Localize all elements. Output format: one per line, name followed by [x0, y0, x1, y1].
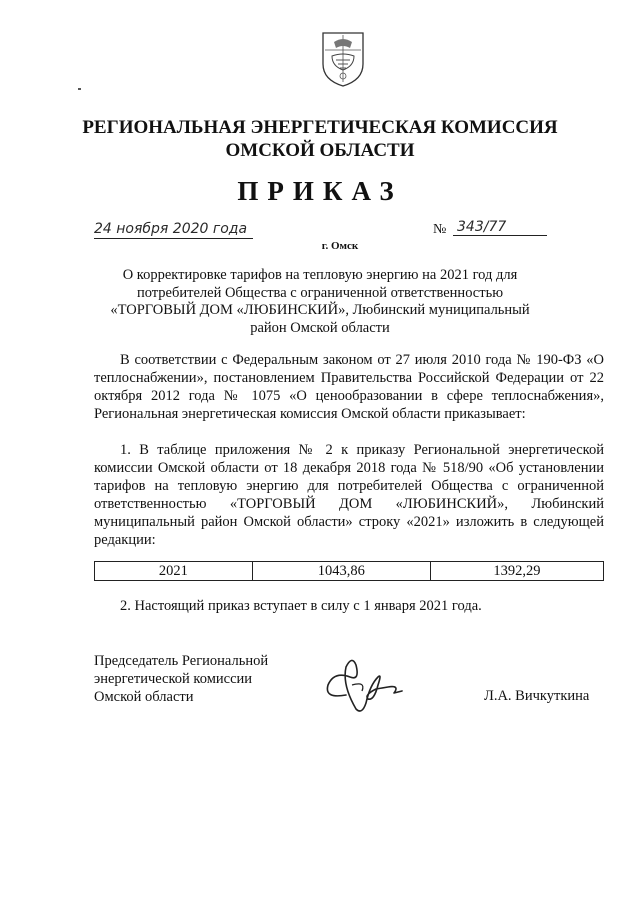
- document-subject: [100, 267, 540, 337]
- order-number-label: №: [433, 222, 447, 237]
- table-cell-year: 2021: [95, 562, 253, 581]
- handwritten-order-number: 343/77: [453, 219, 547, 236]
- table-cell-tariff-1: 1043,86: [252, 562, 430, 581]
- handwritten-date: 24 ноября 2020 года: [94, 221, 253, 239]
- signatory-title-line: энергетической комиссии: [94, 671, 253, 687]
- subject-line: потребителей Общества с ограниченной ответственностью: [136, 284, 504, 301]
- clause-2-paragraph: 2. Настоящий приказ вступает в силу с 1 января 2021 года.: [120, 598, 482, 614]
- signatory-title-line: Председатель Региональной: [94, 653, 269, 669]
- subject-line: О корректировке тарифов на тепловую энергию на 2021 год для: [122, 267, 518, 283]
- document-type-title: ПРИКАЗ: [237, 176, 403, 206]
- coat-of-arms-icon: [320, 30, 366, 88]
- subject-line: «ТОРГОВЫЙ ДОМ «ЛЮБИНСКИЙ», Любинский муниципальный: [110, 302, 530, 318]
- tariff-table: [94, 561, 604, 581]
- clause-1-paragraph: 1. В таблице приложения № 2 к приказу Региональной энергетической комиссии Омской области от 18 декабря 2018 года № 518/90 «Об установлении тарифов на тепловую энергию для потребителей Общества с ограниченной ответственностью «ТОРГОВЫЙ ДОМ «ЛЮБИНСКИЙ», Любинский муниципальный район Омской области» строку «2021» изложить в следующей редакции:: [94, 442, 604, 548]
- handwritten-signature-icon: [316, 655, 412, 719]
- signatory-title-line: Омской области: [94, 689, 194, 705]
- city-label: г. Омск: [321, 240, 359, 252]
- preamble-paragraph: В соответствии с Федеральным законом от 27 июля 2010 года № 190-ФЗ «О теплоснабжении», постановлением Правительства Российской Федерации от 22 октября 2012 года № 1075 «О ценообразовании в сфере теплоснабжения», Региональная энергетическая комиссия Омской области приказывает:: [94, 352, 604, 422]
- scan-artifact: [78, 88, 81, 90]
- subject-line: район Омской области: [250, 319, 390, 336]
- signatory-title: [94, 652, 268, 706]
- organization-region: ОМСКОЙ ОБЛАСТИ: [225, 140, 415, 161]
- table-cell-tariff-2: 1392,29: [430, 562, 603, 581]
- signatory-name: Л.А. Вичкуткина: [484, 688, 590, 704]
- organization-name: РЕГИОНАЛЬНАЯ ЭНЕРГЕТИЧЕСКАЯ КОМИССИЯ: [82, 117, 558, 138]
- table-row: [95, 562, 604, 581]
